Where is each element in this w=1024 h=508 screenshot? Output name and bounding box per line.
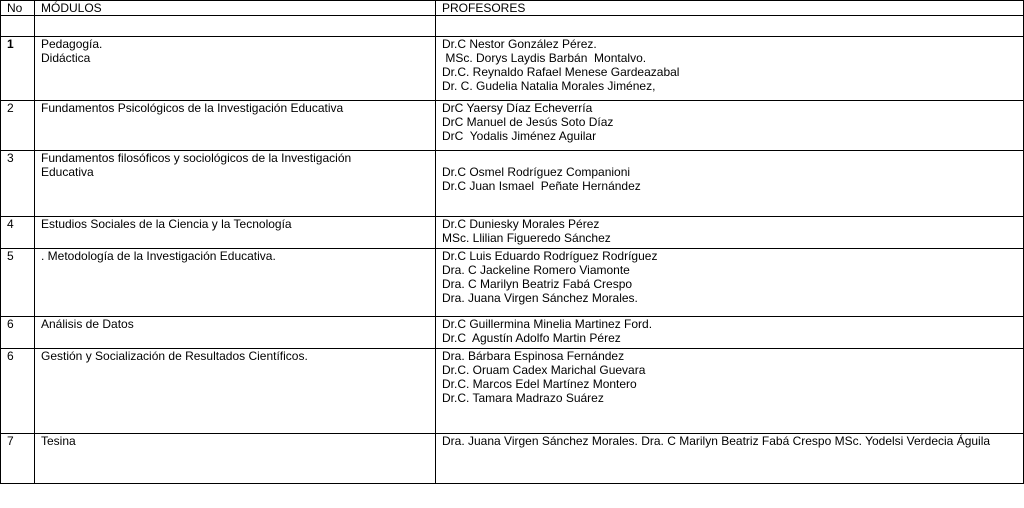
module-cell — [35, 434, 436, 484]
module-cell — [35, 349, 436, 434]
professor-name: DrC Yodalis Jiménez Aguilar — [442, 129, 597, 143]
row-number: 7 — [1, 434, 35, 484]
spacer-cell — [436, 16, 1024, 37]
professor-name: Dra. C Marilyn Beatriz Fabá Crespo — [442, 277, 633, 291]
module-name: Educativa — [41, 165, 94, 179]
table-header-row — [1, 1, 1024, 16]
module-name: Pedagogía. — [41, 37, 103, 51]
table-row — [1, 249, 1024, 317]
spacer-row — [1, 16, 1024, 37]
professors-cell — [436, 151, 1024, 217]
module-cell — [35, 217, 436, 249]
professor-name: Dra. Juana Virgen Sánchez Morales. Dra. C Marilyn Beatriz Fabá Crespo MSc. Yodelsi Verdecia Águila — [442, 434, 991, 448]
row-number: 3 — [1, 151, 35, 217]
module-cell — [35, 249, 436, 317]
professor-name: Dra. Bárbara Espinosa Fernández — [442, 349, 625, 363]
professor-name: Dr.C Duniesky Morales Pérez — [442, 217, 600, 231]
professor-name: Dr.C. Tamara Madrazo Suárez — [442, 391, 604, 405]
row-number: 1 — [1, 37, 35, 101]
table-row — [1, 37, 1024, 101]
professor-name: MSc. Dorys Laydis Barbán Montalvo. — [442, 51, 647, 65]
module-cell — [35, 37, 436, 101]
professor-name: MSc. Llilian Figueredo Sánchez — [442, 231, 611, 245]
table-row — [1, 151, 1024, 217]
header-modulos: MÓDULOS — [35, 1, 436, 16]
spacer-cell — [35, 16, 436, 37]
professors-cell — [436, 349, 1024, 434]
professor-name: Dr.C Nestor González Pérez. — [442, 37, 597, 51]
table-row — [1, 349, 1024, 434]
header-no: No — [1, 1, 35, 16]
table-row — [1, 317, 1024, 349]
professors-cell — [436, 101, 1024, 151]
professor-name: Dr. C. Gudelia Natalia Morales Jiménez, — [442, 79, 656, 93]
professor-name: Dr.C Luis Eduardo Rodríguez Rodríguez — [442, 249, 658, 263]
header-profesores: PROFESORES — [436, 1, 1024, 16]
professor-name: Dr.C Juan Ismael Peñate Hernández — [442, 179, 641, 193]
professors-cell — [436, 317, 1024, 349]
row-number: 6 — [1, 349, 35, 434]
professor-name: Dr.C Agustín Adolfo Martin Pérez — [442, 331, 621, 345]
module-cell — [35, 151, 436, 217]
professor-name: Dr.C. Reynaldo Rafael Menese Gardeazabal — [442, 65, 680, 79]
module-name: Análisis de Datos — [41, 317, 134, 331]
professors-cell — [436, 249, 1024, 317]
table-row — [1, 217, 1024, 249]
table-row — [1, 434, 1024, 484]
professor-name: DrC Manuel de Jesús Soto Díaz — [442, 115, 614, 129]
professor-name: Dr.C Guillermina Minelia Martinez Ford. — [442, 317, 653, 331]
row-number: 4 — [1, 217, 35, 249]
professor-name: DrC Yaersy Díaz Echeverría — [442, 101, 593, 115]
professor-name: Dra. C Jackeline Romero Viamonte — [442, 263, 630, 277]
spacer-cell — [1, 16, 35, 37]
professors-cell — [436, 434, 1024, 484]
module-name: Didáctica — [41, 51, 91, 65]
professors-cell — [436, 37, 1024, 101]
professor-name: Dra. Juana Virgen Sánchez Morales. — [442, 291, 638, 305]
row-number: 5 — [1, 249, 35, 317]
module-cell — [35, 317, 436, 349]
professor-name: Dr.C Osmel Rodríguez Companioni — [442, 165, 631, 179]
professor-name: Dr.C. Marcos Edel Martínez Montero — [442, 377, 637, 391]
professor-name: Dr.C. Oruam Cadex Marichal Guevara — [442, 363, 646, 377]
table-row — [1, 101, 1024, 151]
module-name: . Metodología de la Investigación Educativa. — [41, 249, 276, 263]
professors-cell — [436, 217, 1024, 249]
module-cell — [35, 101, 436, 151]
module-name: Fundamentos filosóficos y sociológicos de la Investigación — [41, 151, 352, 165]
module-name: Fundamentos Psicológicos de la Investigación Educativa — [41, 101, 344, 115]
row-number: 2 — [1, 101, 35, 151]
row-number: 6 — [1, 317, 35, 349]
professor-name — [442, 151, 1017, 165]
module-name: Gestión y Socialización de Resultados Científicos. — [41, 349, 308, 363]
module-name: Estudios Sociales de la Ciencia y la Tecnología — [41, 217, 292, 231]
module-name: Tesina — [41, 434, 76, 448]
